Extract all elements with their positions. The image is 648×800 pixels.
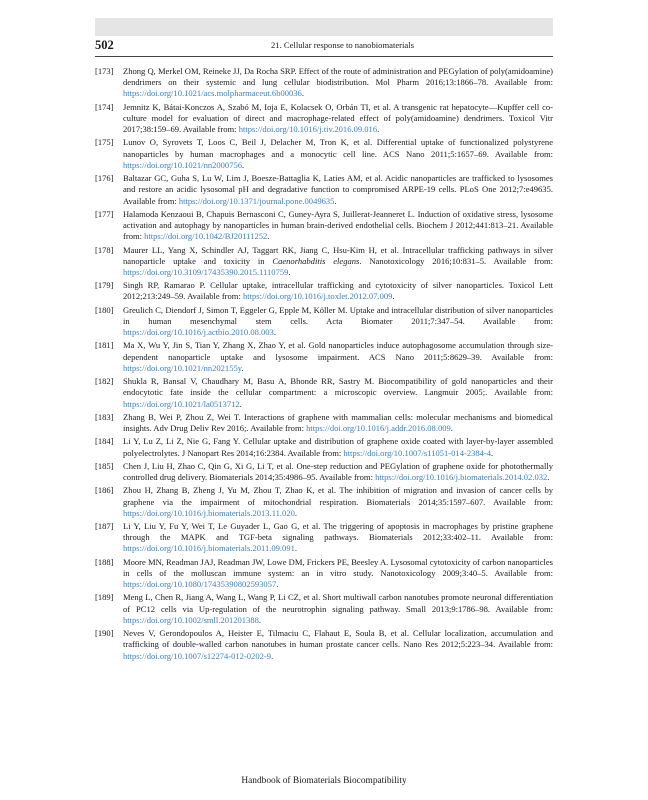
reference-end-punctuation: . (267, 231, 270, 242)
reference-number: [188] (95, 556, 114, 567)
reference-end-punctuation: . (301, 88, 304, 99)
reference-number: [185] (95, 460, 114, 471)
reference-end-punctuation: . (239, 398, 242, 409)
doi-link[interactable]: https://doi.org/10.1016/j.toxlet.2012.07.009 (242, 291, 393, 302)
reference-number: [178] (95, 244, 114, 255)
footer-book-title: Handbook of Biomaterials Biocompatibility (241, 776, 407, 786)
reference-end-punctuation: . (334, 195, 337, 206)
doi-link[interactable]: https://doi.org/10.1021/nn2000756 (123, 159, 243, 170)
reference-number: [190] (95, 628, 114, 639)
doi-link[interactable]: https://doi.org/10.1016/j.addr.2016.08.009 (306, 423, 451, 434)
doi-link[interactable]: https://doi.org/10.1016/j.tiv.2016.09.016 (238, 124, 378, 135)
doi-link[interactable]: https://doi.org/10.1002/smll.201201388 (123, 614, 259, 625)
reference-number: [173] (95, 66, 114, 76)
reference-text: Moore MN, Readman JAJ, Readman JW, Lowe DM, Frickers PE, Beesley A. Lysosomal cytotoxicity of carbon nanoparticles in cells of the molluscan immune system: an in vitro study. Nanotoxicology 2009;3:40–5. Available from: (123, 556, 553, 578)
reference-number: [182] (95, 376, 114, 387)
reference-text: Shukla R, Bansal V, Chaudhary M, Basu A, Bhonde RR, Sastry M. Biocompatibility of gold nanoparticles and their endocytotic fate inside the cellular compartment: a microscopic overview. Langmuir 2005;. Available from: (123, 376, 553, 398)
doi-link[interactable]: https://doi.org/10.1016/j.biomaterials.2013.11.020 (123, 507, 295, 518)
reference-end-punctuation: . (547, 472, 550, 483)
species-name: Caenorhabditis elegans (272, 255, 360, 266)
reference-item (95, 376, 553, 410)
reference-text: Li Y, Liu Y, Fu Y, Wei T, Le Guyader L, Gao G, et al. The triggering of apoptosis in macrophages by pristine graphene through the MAPK and TGF-beta signaling pathways. Biomaterials 2012;33:402–11. Available from: (123, 521, 553, 543)
reference-text: Lunov O, Syrovets T, Loos C, Beil J, Delacher M, Tron K, et al. Differential uptake of functionalized polystyrene nanoparticles by human macrophages and a monocytic cell line. ACS Nano 2011;5:1657–69. Available from: (123, 137, 553, 159)
reference-text: Li Y, Lu Z, Li Z, Nie G, Fang Y. Cellular uptake and distribution of graphene oxide coated with layer-by-layer assembled polyelectrolytes. J Nanopart Res 2014;16:2384. Available from: (123, 436, 553, 458)
reference-number: [186] (95, 485, 114, 496)
reference-number: [181] (95, 340, 114, 351)
doi-link[interactable]: https://doi.org/10.1016/j.actbio.2010.08.003 (123, 327, 274, 338)
reference-item (95, 461, 553, 483)
reference-item (95, 245, 553, 279)
reference-item (95, 521, 553, 555)
reference-end-punctuation: . (273, 327, 276, 338)
reference-item (95, 66, 553, 100)
reference-number: [177] (95, 208, 114, 219)
reference-end-punctuation: . (242, 159, 245, 170)
reference-text: Greulich C, Diendorf J, Simon T, Eggeler G, Epple M, Köller M. Uptake and intracellular distribution of silver nanoparticles in human mesenchymal stem cells. Acta Biomater 2011;7:347–54. Available from: (123, 304, 553, 326)
reference-number: [174] (95, 101, 114, 112)
page-number: 502 (95, 38, 114, 52)
reference-item (95, 412, 553, 434)
reference-end-punctuation: . (491, 447, 494, 458)
doi-link[interactable]: https://doi.org/10.1371/journal.pone.0049635 (178, 195, 335, 206)
reference-text: Zhong Q, Merkel OM, Reineke JJ, Da Rocha SRP. Effect of the route of administration and PEGylation of poly(amidoamine) dendrimers on their systemic and lung cellular biodistribution. Mol Pharm 2016;13:1866–78. Available from: (123, 66, 553, 88)
doi-link[interactable]: https://doi.org/10.1016/j.biomaterials.2014.02.032 (375, 472, 548, 483)
reference-end-punctuation: . (294, 543, 298, 554)
doi-link[interactable]: https://doi.org/10.1021/nn202155y (123, 362, 242, 373)
header-divider (95, 56, 553, 57)
reference-text: Chen J, Liu H, Zhao C, Qin G, Xi G, Li T, et al. One-step reduction and PEGylation of graphene oxide for photothermally controlled drug delivery. Biomaterials 2014;35:4986–95. Available from: (123, 460, 553, 483)
reference-end-punctuation: . (271, 650, 274, 661)
doi-link[interactable]: https://doi.org/10.1021/la0513712 (123, 398, 240, 409)
reference-item (95, 628, 553, 662)
reference-number: [183] (95, 411, 114, 422)
reference-number: [189] (95, 592, 114, 603)
reference-item (95, 209, 553, 243)
reference-item (95, 340, 553, 374)
doi-link[interactable]: https://doi.org/10.1007/s11051-014-2384-4 (343, 447, 492, 458)
reference-number: [175] (95, 137, 114, 148)
reference-item (95, 436, 553, 458)
running-title: 21. Cellular response to nanobiomaterials (271, 40, 414, 50)
reference-number: [176] (95, 173, 114, 184)
reference-text: Ma X, Wu Y, Jin S, Tian Y, Zhang X, Zhao Y, et al. Gold nanoparticles induce autophagosome accumulation through size-dependent nanoparticle uptake and lysosome impairment. ACS Nano 2011;5:8629–39. Available from: (123, 340, 553, 362)
reference-text: Baltazar GC, Guha S, Lu W, Lim J, Boesze-Battaglia K, Laties AM, et al. Acidic nanoparticles are trafficked to lysosomes and restore an acidic lysosomal pH and degradative function to compromised ARPE-19 cells. PLoS One 2012;7:e49635. Available from: (123, 173, 553, 206)
doi-link[interactable]: https://doi.org/10.1080/17435390802593057 (123, 579, 277, 590)
reference-number: [180] (95, 304, 114, 315)
reference-end-punctuation: . (288, 266, 291, 277)
reference-end-punctuation: . (294, 507, 298, 518)
reference-text: Zhou H, Zhang B, Zheng J, Yu M, Zhou T, Zhao K, et al. The inhibition of migration and invasion of cancer cells by graphene via the impairment of mitochondrial respiration. Biomaterials 2014;35:1597–607. Available from: (123, 485, 553, 507)
reference-list (95, 66, 553, 664)
reference-item (95, 173, 553, 207)
reference-item (95, 280, 553, 302)
reference-item (95, 485, 553, 519)
reference-text: Maurer LL, Yang X, Schindler AJ, Taggart RK, Jiang C, Hsu-Kim H, et al. Intracellular trafficking pathways in silver nanoparticle uptake and toxicity in Caenorhabditis elegans. Nanotoxicology 2016;10:831–5. Available from: (123, 244, 553, 266)
reference-text: Singh RP, Ramarao P. Cellular uptake, intracellular trafficking and cytotoxicity of silver nanoparticles. Toxicol Lett 2012;213:249–59. Available from: (123, 280, 553, 302)
reference-text: Halamoda Kenzaoui B, Chapuis Bernasconi C, Guney-Ayra S, Juillerat-Jeanneret L. Induction of oxidative stress, lysosome activation and autophagy by nanoparticles in human brain-derived endothelial cells. Biochem J 2012;441:813–21. Available from: (123, 208, 553, 242)
reference-end-punctuation: . (258, 614, 262, 625)
reference-number: [179] (95, 280, 114, 291)
reference-text: Neves V, Gerondopoulos A, Heister E, Tilmaciu C, Flahaut E, Soula B, et al. Cellular localization, accumulation and trafficking of double-walled carbon nanotubes in human prostate cancer cells. Nano Res 2012;5:223–34. Available from: (123, 628, 553, 650)
doi-link[interactable]: https://doi.org/10.1007/s12274-012-0202-9 (123, 650, 271, 661)
header-bar (95, 18, 553, 36)
doi-link[interactable]: https://doi.org/10.1016/j.biomaterials.2011.09.091 (123, 543, 295, 554)
reference-item (95, 592, 553, 626)
reference-end-punctuation: . (392, 291, 395, 302)
doi-link[interactable]: https://doi.org/10.1042/BJ20111252 (144, 231, 268, 242)
reference-end-punctuation: . (276, 579, 279, 590)
page-header (95, 38, 553, 54)
doi-link[interactable]: https://doi.org/10.3109/17435390.2015.1110759 (123, 266, 289, 277)
reference-item (95, 137, 553, 171)
reference-text: Meng L, Chen R, Jiang A, Wang L, Wang P, Li CZ, et al. Short multiwall carbon nanotubes promote neuronal differentiation of PC12 cells via Up-regulation of the neurotrophin signaling pathway. Small 2013;9:1786–98. Available from: (123, 592, 553, 614)
reference-item (95, 557, 553, 591)
reference-number: [184] (95, 436, 114, 447)
reference-number: [187] (95, 521, 114, 532)
reference-end-punctuation: . (450, 423, 453, 434)
doi-link[interactable]: https://doi.org/10.1021/acs.molpharmaceut.6b00036 (123, 88, 302, 99)
reference-text: Jemnitz K, Bátai-Konczos A, Szabó M, Ioja E, Kolacsek O, Orbán TI, et al. A transgenic rat hepatocyte—Kupffer cell co-culture model for evaluation of direct and macrophage-related effect of poly(amidoamine) dendrimers. Toxicol Vitr 2017;38:159–69. Available from: (123, 101, 553, 135)
reference-text: Zhang B, Wei P, Zhou Z, Wei T. Interactions of graphene with mammalian cells: molecular mechanisms and biomedical insights. Adv Drug Deliv Rev 2016;. Available from: (123, 411, 553, 434)
reference-end-punctuation: . (377, 124, 380, 135)
reference-end-punctuation: . (241, 362, 244, 373)
reference-item (95, 305, 553, 339)
reference-item (95, 102, 553, 136)
